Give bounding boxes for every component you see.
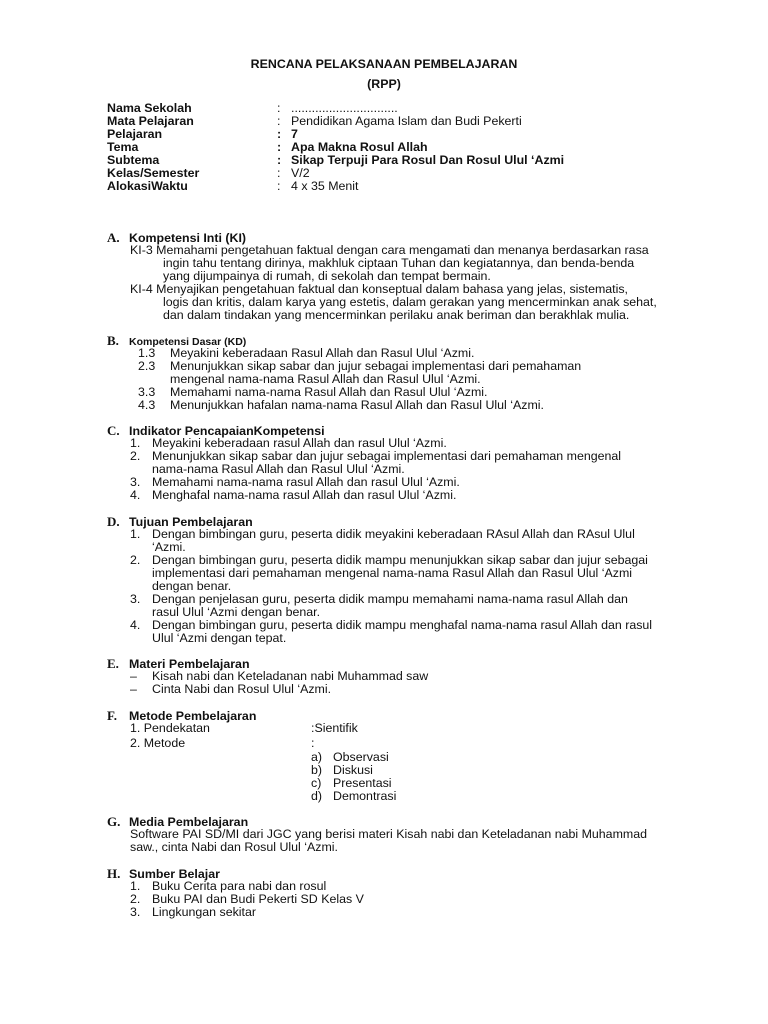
section-letter: A.	[107, 230, 120, 245]
section-title: Metode Pembelajaran	[129, 709, 257, 723]
identity-label: Nama Sekolah	[107, 101, 192, 115]
list-text: rasul Ulul ‘Azmi dengan benar.	[152, 605, 321, 619]
list-number: c)	[311, 776, 322, 790]
list-text: dengan benar.	[152, 579, 232, 593]
section-title: Media Pembelajaran	[129, 815, 249, 829]
identity-value: V/2	[291, 166, 310, 180]
method-colon: :	[311, 736, 315, 750]
list-text: Meyakini keberadaan rasul Allah dan rasul Ulul ‘Azmi.	[152, 436, 447, 450]
kd-text: Menunjukkan sikap sabar dan jujur sebagai implementasi dari pemahaman	[170, 359, 582, 373]
section-title: Kompetensi Inti (KI)	[129, 231, 247, 245]
list-number: 3.	[130, 475, 141, 489]
list-text: implementasi dari pemahaman mengenal nama-nama Rasul Allah dan Rasul Ulul ‘Azmi	[152, 566, 633, 580]
identity-value: Apa Makna Rosul Allah	[291, 140, 428, 154]
method-item: Observasi	[333, 750, 389, 764]
section-title: Sumber Belajar	[129, 867, 220, 881]
ki-4-text	[130, 283, 714, 322]
list-number: 3.	[130, 592, 141, 606]
section-title: Kompetensi Dasar (KD)	[129, 336, 247, 348]
list-number: b)	[311, 763, 323, 777]
list-text: Buku Cerita para nabi dan rosul	[152, 879, 327, 893]
identity-label: Tema	[107, 140, 139, 154]
approach-label: 1. Pendekatan	[130, 721, 210, 735]
identity-colon: :	[277, 114, 281, 128]
section-letter: D.	[107, 514, 120, 529]
ki-line: logis dan kritis, dalam karya yang estetis, dalam gerakan yang mencerminkan anak sehat,	[163, 295, 657, 309]
identity-value: 7	[291, 127, 298, 141]
identity-value: Pendidikan Agama Islam dan Budi Pekerti	[291, 114, 522, 128]
kd-number: 2.3	[138, 359, 156, 373]
section-title: Indikator PencapaianKompetensi	[129, 424, 325, 438]
list-number: 2.	[130, 553, 141, 567]
identity-value: ...............................	[291, 101, 398, 115]
section-letter: F.	[107, 708, 117, 723]
section-letter: B.	[107, 333, 119, 348]
ki-line: KI-4 Menyajikan pengetahuan faktual dan konseptual dalam bahasa yang jelas, sistematis,	[130, 282, 629, 296]
section-letter: H.	[107, 866, 121, 881]
identity-colon: :	[277, 140, 282, 154]
ki-3-text	[130, 244, 714, 283]
section-letter: E.	[107, 656, 119, 671]
list-text: Buku PAI dan Budi Pekerti SD Kelas V	[152, 892, 364, 906]
list-number: 2.	[130, 892, 141, 906]
identity-value: 4 x 35 Menit	[291, 179, 359, 193]
ki-line: dan dalam tindakan yang mencerminkan perilaku anak beriman dan berakhlak mulia.	[163, 308, 630, 322]
identity-colon: :	[277, 127, 282, 141]
identity-colon: :	[277, 179, 281, 193]
kd-number: 1.3	[138, 346, 156, 360]
ki-line: KI-3 Memahami pengetahuan faktual dengan cara mengamati dan menanya berdasarkan rasa	[130, 243, 649, 257]
list-text: Memahami nama-nama rasul Allah dan rasul Ulul ‘Azmi.	[152, 475, 460, 489]
list-text: Lingkungan sekitar	[152, 905, 257, 919]
identity-label: Pelajaran	[107, 127, 163, 141]
kd-text: mengenal nama-nama Rasul Allah dan Rasul Ulul ‘Azmi.	[170, 372, 481, 386]
ki-line: ingin tahu tentang dirinya, makhluk ciptaan Tuhan dan kegiatannya, dan benda-benda	[163, 256, 635, 270]
list-number: 4.	[130, 488, 141, 502]
list-text: Dengan bimbingan guru, peserta didik meyakini keberadaan RAsul Allah dan RAsul Ulul	[152, 527, 635, 541]
list-number: 4.	[130, 618, 141, 632]
paragraph-line: Software PAI SD/MI dari JGC yang berisi materi Kisah nabi dan Keteladanan nabi Muhammad	[130, 827, 647, 841]
list-text: nama-nama Rasul Allah dan Rasul Ulul ‘Azmi.	[152, 462, 405, 476]
section-title: Tujuan Pembelajaran	[129, 515, 253, 529]
dash-bullet: –	[130, 682, 137, 696]
kd-text: Meyakini keberadaan Rasul Allah dan Rasul Ulul ‘Azmi.	[170, 346, 475, 360]
method-item: Presentasi	[333, 776, 392, 790]
document-subtitle: (RPP)	[367, 77, 401, 91]
kd-text: Memahami nama-nama Rasul Allah dan Rasul Ulul ‘Azmi.	[170, 385, 488, 399]
list-text: Ulul ‘Azmi dengan tepat.	[152, 631, 287, 645]
list-text: Menghafal nama-nama rasul Allah dan rasul Ulul ‘Azmi.	[152, 488, 457, 502]
list-number: d)	[311, 789, 323, 803]
identity-label: Mata Pelajaran	[107, 114, 194, 128]
list-number: 1.	[130, 436, 141, 450]
approach-value: :Sientifik	[311, 721, 358, 735]
list-text: Dengan penjelasan guru, peserta didik mampu memahami nama-nama rasul Allah dan	[152, 592, 628, 606]
document-title: RENCANA PELAKSANAAN PEMBELAJARAN	[250, 57, 518, 71]
list-text: Cinta Nabi dan Rosul Ulul ‘Azmi.	[152, 682, 332, 696]
section-letter: C.	[107, 423, 120, 438]
list-text: Kisah nabi dan Keteladanan nabi Muhammad saw	[152, 669, 429, 683]
dash-bullet: –	[130, 669, 137, 683]
identity-colon: :	[277, 101, 281, 115]
identity-label: AlokasiWaktu	[107, 179, 188, 193]
paragraph-line: saw., cinta Nabi dan Rosul Ulul ‘Azmi.	[130, 840, 338, 854]
kd-number: 3.3	[138, 385, 156, 399]
method-item: Diskusi	[333, 763, 373, 777]
section-title: Materi Pembelajaran	[129, 657, 250, 671]
list-text: Dengan bimbingan guru, peserta didik mampu menunjukkan sikap sabar dan jujur sebagai	[152, 553, 648, 567]
identity-label: Subtema	[107, 153, 160, 167]
list-number: 1.	[130, 527, 141, 541]
list-number: 2.	[130, 449, 141, 463]
method-label: 2. Metode	[130, 736, 186, 750]
method-item: Demontrasi	[333, 789, 397, 803]
list-text: Menunjukkan sikap sabar dan jujur sebagai implementasi dari pemahaman mengenal	[152, 449, 622, 463]
kd-number: 4.3	[138, 398, 156, 412]
section-letter: G.	[107, 814, 121, 829]
identity-colon: :	[277, 166, 281, 180]
list-number: 3.	[130, 905, 141, 919]
list-number: a)	[311, 750, 323, 764]
identity-label: Kelas/Semester	[107, 166, 200, 180]
identity-colon: :	[277, 153, 282, 167]
identity-value: Sikap Terpuji Para Rosul Dan Rosul Ulul ‘Azmi	[291, 153, 565, 167]
kd-text: Menunjukkan hafalan nama-nama Rasul Allah dan Rasul Ulul ‘Azmi.	[170, 398, 544, 412]
list-text: Dengan bimbingan guru, peserta didik mampu menghafal nama-nama rasul Allah dan rasul	[152, 618, 653, 632]
list-text: ‘Azmi.	[152, 540, 186, 554]
ki-line: yang dijumpainya di rumah, di sekolah dan tempat bermain.	[163, 269, 491, 283]
list-number: 1.	[130, 879, 141, 893]
